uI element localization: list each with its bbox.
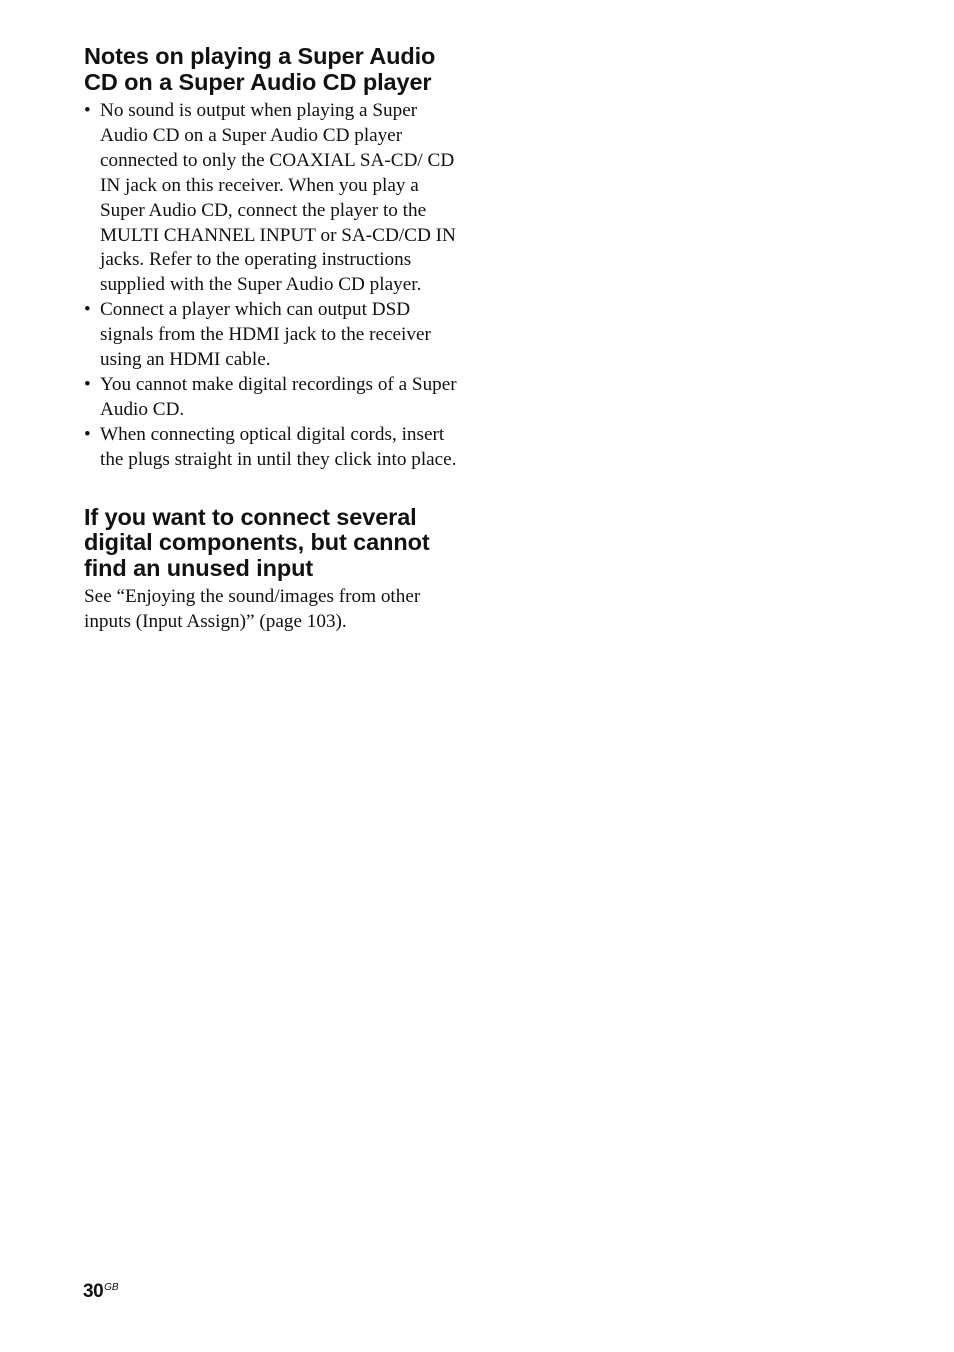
page-number-value: 30	[83, 1281, 104, 1302]
notes-heading	[84, 44, 464, 95]
note-text: When connecting optical digital cords, insert the plugs straight in until they click into place.	[100, 423, 457, 470]
inputs-heading-line-3: find an unused input	[84, 554, 314, 581]
inputs-body-text: See “Enjoying the sound/images from other inputs (Input Assign)” (page 103).	[84, 586, 421, 632]
list-item	[84, 99, 464, 298]
bullet-glyph: •	[84, 299, 91, 321]
note-text: Connect a player which can output DSD signals from the HDMI jack to the receiver using an HDMI cable.	[100, 299, 431, 371]
notes-list	[84, 99, 464, 473]
list-item	[84, 298, 464, 373]
notes-heading-line-1: Notes on playing a Super Audio	[84, 43, 436, 69]
bullet-glyph: •	[84, 373, 91, 395]
notes-heading-line-2: CD on a Super Audio CD player	[84, 68, 432, 95]
bullet-glyph: •	[84, 100, 91, 121]
page-number	[83, 1281, 119, 1303]
inputs-heading	[84, 505, 464, 582]
note-text: No sound is output when playing a Super Audio CD on a Super Audio CD player connected to only the COAXIAL SA-CD/ CD IN jack on this receiver. When you play a Super Audio CD, connect the player to the MULTI CHANNEL INPUT or SA-CD/CD IN jacks. Refer to the operating instructions supplied with the Super Audio CD player.	[100, 100, 456, 296]
inputs-heading-line-1: If you want to connect several	[84, 503, 417, 530]
note-text: You cannot make digital recordings of a Super Audio CD.	[100, 373, 457, 420]
page-number-suffix: GB	[104, 1282, 119, 1293]
list-item	[84, 373, 464, 423]
bullet-glyph: •	[84, 423, 91, 445]
list-item	[84, 423, 464, 473]
inputs-heading-line-2: digital components, but cannot	[84, 529, 430, 556]
content-column	[84, 44, 464, 635]
